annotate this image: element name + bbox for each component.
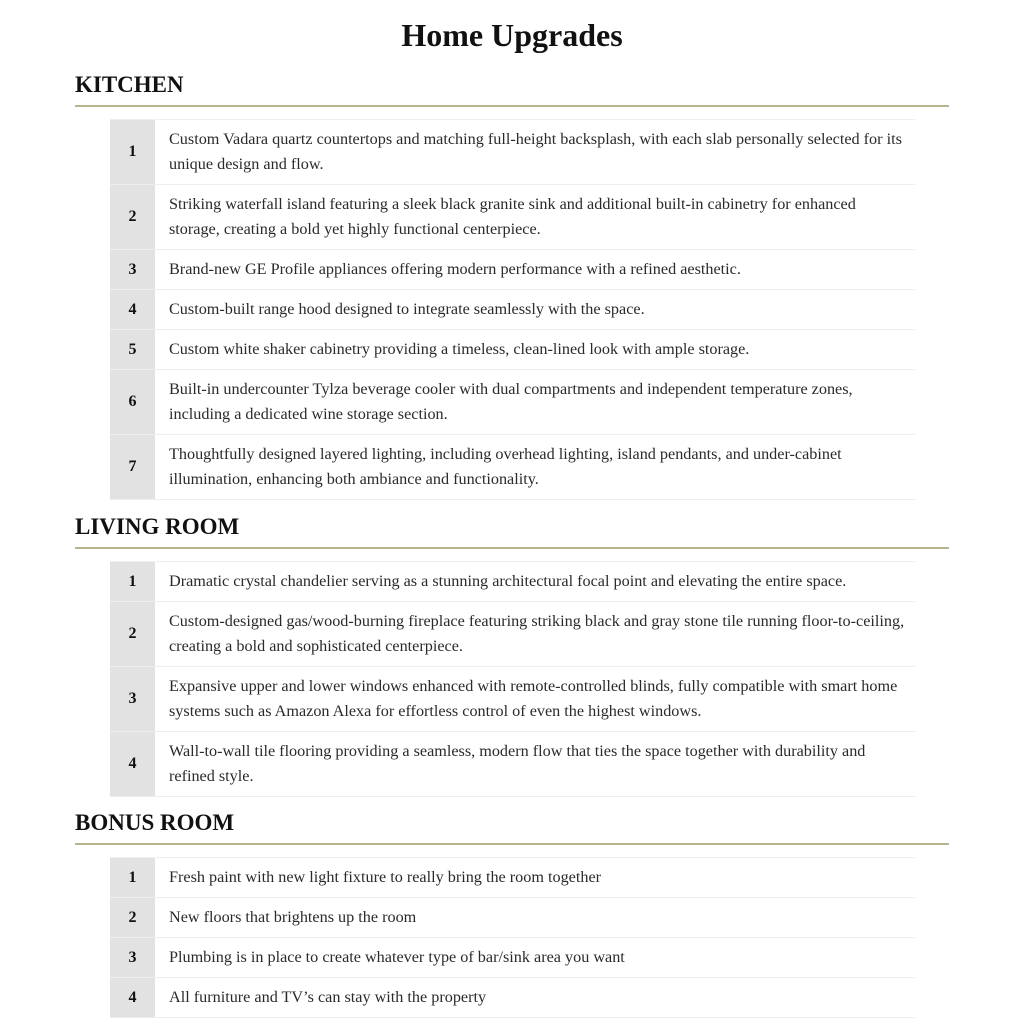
item-description: Custom white shaker cabinetry providing a timeless, clean-lined look with ample storage.	[156, 330, 916, 370]
item-number: 7	[110, 435, 156, 500]
table-row	[110, 250, 915, 290]
item-description: Thoughtfully designed layered lighting, including overhead lighting, island pendants, and under-cabinet illumination, enhancing both ambiance and functionality.	[156, 435, 916, 500]
table-row	[110, 562, 915, 602]
bonus-room-upgrades-table	[110, 857, 915, 1018]
page-title: Home Upgrades	[401, 17, 623, 53]
item-description: Plumbing is in place to create whatever type of bar/sink area you want	[156, 938, 916, 978]
table-row	[110, 978, 915, 1018]
item-number: 2	[110, 602, 156, 667]
section-kitchen	[75, 71, 949, 500]
section-bonus-room	[75, 809, 949, 1018]
item-number: 2	[110, 185, 156, 250]
item-description: Custom Vadara quartz countertops and matching full-height backsplash, with each slab personally selected for its unique design and flow.	[156, 120, 916, 185]
table-row	[110, 602, 915, 667]
item-number: 2	[110, 898, 156, 938]
table-row	[110, 435, 915, 500]
section-spacer	[0, 500, 1024, 513]
item-number: 4	[110, 290, 156, 330]
item-description: New floors that brightens up the room	[156, 898, 916, 938]
item-description: Built-in undercounter Tylza beverage cooler with dual compartments and independent temperature zones, including a dedicated wine storage section.	[156, 370, 916, 435]
item-description: Custom-built range hood designed to integrate seamlessly with the space.	[156, 290, 916, 330]
kitchen-upgrades-table	[110, 119, 915, 500]
item-number: 3	[110, 938, 156, 978]
section-heading-kitchen: KITCHEN	[75, 71, 949, 107]
table-row	[110, 667, 915, 732]
item-number: 1	[110, 120, 156, 185]
item-number: 3	[110, 667, 156, 732]
item-description: Dramatic crystal chandelier serving as a stunning architectural focal point and elevating the entire space.	[156, 562, 916, 602]
section-heading-bonus-room: BONUS ROOM	[75, 809, 949, 845]
item-number: 3	[110, 250, 156, 290]
table-row	[110, 330, 915, 370]
section-living-room	[75, 513, 949, 797]
item-number: 5	[110, 330, 156, 370]
item-number: 6	[110, 370, 156, 435]
item-description: Expansive upper and lower windows enhanced with remote-controlled blinds, fully compatible with smart home systems such as Amazon Alexa for effortless control of even the highest windows.	[156, 667, 916, 732]
table-row	[110, 938, 915, 978]
table-row	[110, 120, 915, 185]
table-row	[110, 370, 915, 435]
item-number: 4	[110, 732, 156, 797]
table-row	[110, 290, 915, 330]
item-description: Brand-new GE Profile appliances offering modern performance with a refined aesthetic.	[156, 250, 916, 290]
item-description: Striking waterfall island featuring a sleek black granite sink and additional built-in cabinetry for enhanced storage, creating a bold yet highly functional centerpiece.	[156, 185, 916, 250]
item-description: Custom-designed gas/wood-burning fireplace featuring striking black and gray stone tile running floor-to-ceiling, creating a bold and sophisticated centerpiece.	[156, 602, 916, 667]
table-row	[110, 858, 915, 898]
item-number: 1	[110, 562, 156, 602]
item-number: 4	[110, 978, 156, 1018]
section-heading-living-room: LIVING ROOM	[75, 513, 949, 549]
item-description: Wall-to-wall tile flooring providing a seamless, modern flow that ties the space together with durability and refined style.	[156, 732, 916, 797]
item-description: Fresh paint with new light fixture to really bring the room together	[156, 858, 916, 898]
table-row	[110, 898, 915, 938]
item-description: All furniture and TV’s can stay with the property	[156, 978, 916, 1018]
section-spacer	[0, 797, 1024, 809]
table-row	[110, 732, 915, 797]
living-room-upgrades-table	[110, 561, 915, 797]
table-row	[110, 185, 915, 250]
item-number: 1	[110, 858, 156, 898]
